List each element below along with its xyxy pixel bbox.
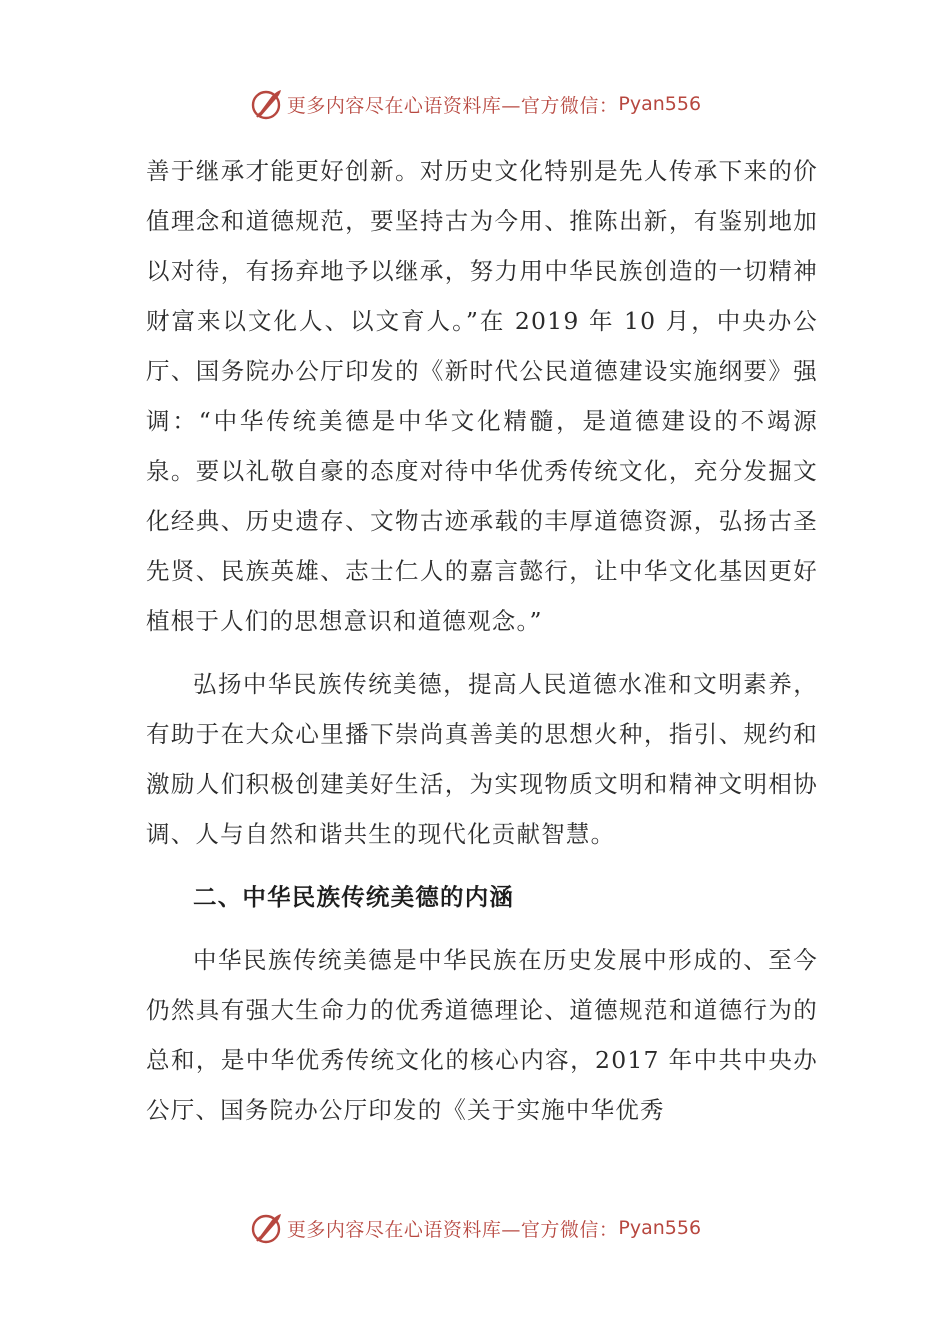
body-paragraph: 善于继承才能更好创新。对历史文化特别是先人传承下来的价值理念和道德规范，要坚持古为今用、推陈出新，有鉴别地加以对待，有扬弃地予以继承，努力用中华民族创造的一切精神财富来以文化人、以文育人。”在 2019 年 10 月，中央办公厅、国务院办公厅印发的《新时代公民道德建设实施纲要》强调：“中华传统美德是中华文化精髓，是道德建设的不竭源泉。要以礼敬自豪的态度对待中华优秀传统文化，充分发掘文化经典、历史遗存、文物古迹承载的丰厚道德资源，弘扬古圣先贤、民族英雄、志士仁人的嘉言懿行，让中华文化基因更好植根于人们的思想意识和道德观念。” — [146, 157, 818, 635]
body-paragraph: 中华民族传统美德是中华民族在历史发展中形成的、至今仍然具有强大生命力的优秀道德理论、道德规范和道德行为的总和，是中华优秀传统文化的核心内容，2017 年中共中央办公厅、国务院办公厅印发的《关于实施中华优秀 — [146, 946, 818, 1124]
quill-pen-icon — [249, 86, 285, 122]
section-heading: 二、中华民族传统美德的内涵 — [193, 883, 515, 911]
banner-wechat-id: Pyan556 — [618, 1217, 702, 1239]
banner-text: 更多内容尽在心语资料库—官方微信： — [286, 94, 619, 117]
header-banner — [0, 84, 950, 124]
body-paragraph: 弘扬中华民族传统美德，提高人民道德水准和文明素养，有助于在大众心里播下崇尚真善美的思想火种，指引、规约和激励人们积极创建美好生活，为实现物质文明和精神文明相协调、人与自然和谐共生的现代化贡献智慧。 — [146, 670, 818, 848]
banner-wechat-id: Pyan556 — [618, 93, 702, 115]
footer-banner — [0, 1208, 950, 1248]
quill-pen-icon — [249, 1210, 285, 1246]
banner-text: 更多内容尽在心语资料库—官方微信： — [286, 1218, 619, 1241]
document-body — [146, 146, 818, 1135]
